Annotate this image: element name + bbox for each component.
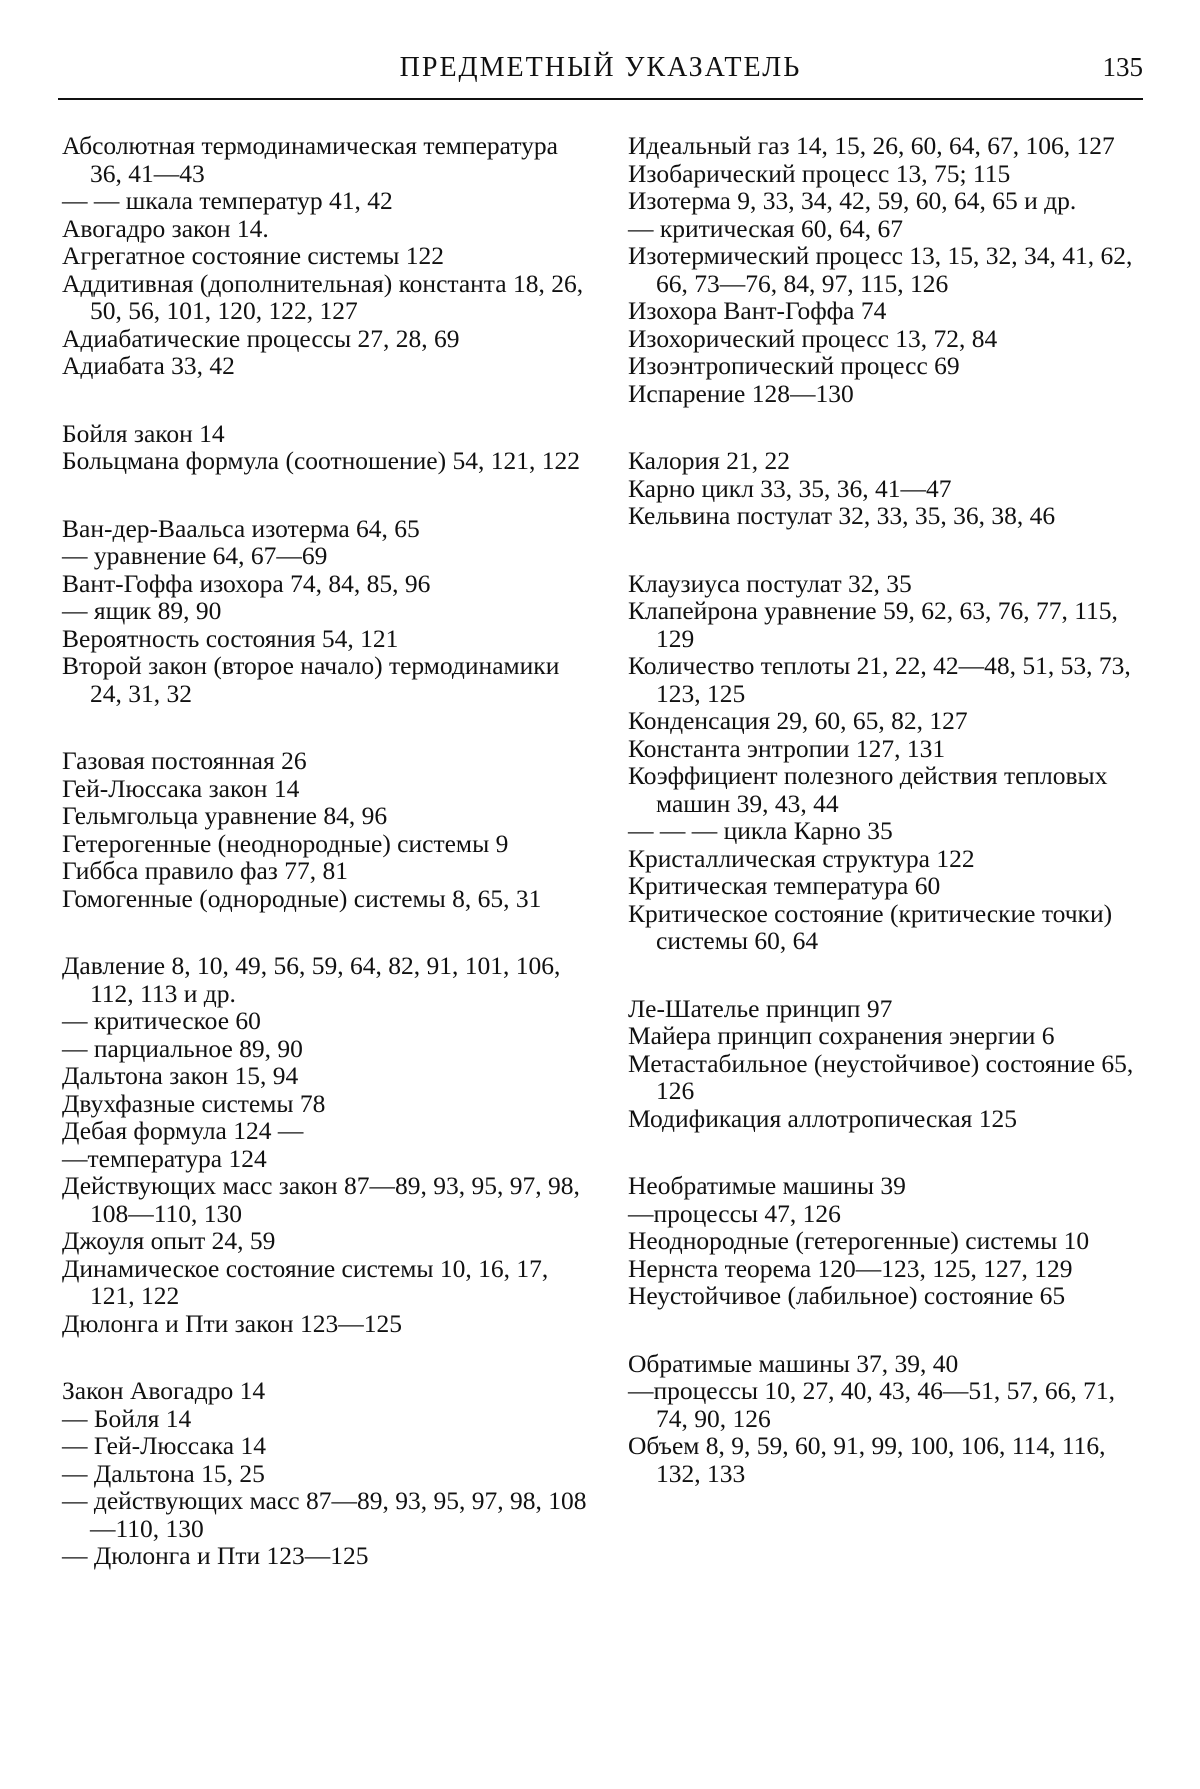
index-entry: Клаузиуса постулат 32, 35 (628, 568, 912, 598)
index-entry: Идеальный газ 14, 15, 26, 60, 64, 67, 106, 127 (628, 131, 1115, 160)
header-rule (58, 98, 1143, 100)
index-group (62, 420, 590, 475)
index-entry: Неустойчивое (лабильное) состояние 65 (628, 1281, 1066, 1310)
index-entry: — ящик 89, 90 (62, 596, 222, 625)
index-entry: Клапейрона уравнение 59, 62, 63, 76, 77, 115, 129 (628, 596, 1118, 653)
index-entry: Гей-Люссака закон 14 (62, 773, 300, 803)
index-entry: —процессы 10, 27, 40, 43, 46—51, 57, 66, 71, 74, 90, 126 (628, 1376, 1116, 1433)
index-group (62, 132, 590, 380)
index-entry: Коэффициент полезного действия тепловых машин 39, 43, 44 (628, 761, 1108, 818)
index-entry: Изотермический процесс 13, 15, 32, 34, 41, 62, 66, 73—76, 84, 97, 115, 126 (628, 241, 1133, 298)
index-entry: — критическое 60 (62, 1006, 261, 1035)
index-entry: Константа энтропии 127, 131 (628, 733, 946, 763)
index-entry: —процессы 47, 126 (628, 1198, 841, 1228)
index-entry: Действующих масс закон 87—89, 93, 95, 97, 98, 108—110, 130 (62, 1171, 580, 1228)
index-entry: Вероятность состояния 54, 121 (62, 623, 399, 653)
index-entry: Неоднородные (гетерогенные) системы 10 (628, 1226, 1090, 1255)
index-entry: Второй закон (второе начало) термодинамики 24, 31, 32 (62, 651, 560, 708)
index-entry: — действующих масс 87—89, 93, 95, 97, 98, 108—110, 130 (62, 1486, 587, 1543)
index-group (62, 1377, 590, 1570)
index-entry: Двухфазные системы 78 (62, 1088, 326, 1118)
left-index-column (62, 132, 590, 1610)
page-title: ПРЕДМЕТНЫЙ УКАЗАТЕЛЬ (399, 52, 802, 83)
index-entry: Гиббса правило фаз 77, 81 (62, 856, 348, 885)
index-entry: Агрегатное состояние системы 122 (62, 241, 445, 270)
index-entry: Кельвина постулат 32, 33, 35, 36, 38, 46 (628, 501, 1056, 530)
index-entry: Объем 8, 9, 59, 60, 91, 99, 100, 106, 114, 116, 132, 133 (628, 1431, 1106, 1488)
index-entry: —температура 124 (62, 1143, 267, 1173)
index-entry: Дюлонга и Пти закон 123—125 (62, 1308, 402, 1338)
index-entry: Кристаллическая структура 122 (628, 843, 975, 873)
index-entry: Обратимые машины 37, 39, 40 (628, 1348, 959, 1378)
index-entry: Критическая температура 60 (628, 871, 941, 900)
index-entry: Изоэнтропический процесс 69 (628, 351, 960, 380)
index-entry: Давление 8, 10, 49, 56, 59, 64, 82, 91, 101, 106, 112, 113 и др. (62, 951, 561, 1008)
index-entry: Критическое состояние (критические точки) системы 60, 64 (628, 898, 1113, 955)
page-number: 135 (1102, 52, 1143, 82)
index-entry: Метастабильное (неустойчивое) состояние 65, 126 (628, 1048, 1134, 1105)
index-entry: Адиабата 33, 42 (62, 351, 235, 380)
index-entry: — — шкала температур 41, 42 (62, 186, 393, 215)
index-group (628, 995, 1144, 1133)
index-entry: — Дальтона 15, 25 (62, 1458, 265, 1488)
index-entry: Изотерма 9, 33, 34, 42, 59, 60, 64, 65 и др. (628, 186, 1077, 215)
index-group (628, 570, 1144, 955)
index-entry: Гетерогенные (неоднородные) системы 9 (62, 828, 509, 858)
index-entry: Конденсация 29, 60, 65, 82, 127 (628, 706, 968, 735)
index-entry: Гомогенные (однородные) системы 8, 65, 31 (62, 883, 542, 913)
index-group (62, 952, 590, 1337)
page-header (58, 52, 1143, 102)
index-entry: — Дюлонга и Пти 123—125 (62, 1541, 369, 1570)
index-entry: Количество теплоты 21, 22, 42—48, 51, 53, 73, 123, 125 (628, 651, 1131, 708)
index-entry: Изохорический процесс 13, 72, 84 (628, 323, 998, 353)
index-entry: Ван-дер-Ваальса изотерма 64, 65 (62, 513, 420, 543)
index-group (62, 747, 590, 912)
index-entry: Ле-Шателье принцип 97 (628, 993, 893, 1023)
index-entry: Больцмана формула (соотношение) 54, 121, 122 (62, 446, 580, 475)
index-entry: Вант-Гоффа изохора 74, 84, 85, 96 (62, 568, 431, 598)
index-entry: — критическая 60, 64, 67 (628, 213, 903, 243)
index-entry: Дальтона закон 15, 94 (62, 1061, 299, 1090)
index-entry: Модификация аллотропическая 125 (628, 1103, 1017, 1133)
index-entry: Дебая формула 124 — (62, 1116, 304, 1145)
index-entry: Адиабатические процессы 27, 28, 69 (62, 323, 460, 353)
index-entry: Джоуля опыт 24, 59 (62, 1226, 276, 1255)
index-entry: Гельмгольца уравнение 84, 96 (62, 801, 388, 830)
index-group (628, 1172, 1144, 1310)
index-entry: Испарение 128—130 (628, 378, 854, 408)
index-entry: — — — цикла Карно 35 (628, 816, 893, 845)
index-entry: — парциальное 89, 90 (62, 1033, 303, 1063)
index-group (628, 132, 1144, 407)
index-group (62, 515, 590, 708)
index-entry: — уравнение 64, 67—69 (62, 541, 328, 570)
index-entry: Авогадро закон 14. (62, 213, 269, 243)
index-entry: Необратимые машины 39 (628, 1171, 906, 1200)
index-entry: Закон Авогадро 14 (62, 1376, 266, 1405)
index-entry: Бойля закон 14 (62, 418, 225, 448)
index-entry: Динамическое состояние системы 10, 16, 17, 121, 122 (62, 1253, 549, 1310)
index-entry: Изохора Вант-Гоффа 74 (628, 296, 887, 325)
right-index-column (628, 132, 1144, 1527)
index-group (628, 447, 1144, 530)
index-entry: Нернста теорема 120—123, 125, 127, 129 (628, 1253, 1073, 1283)
index-entry: Калория 21, 22 (628, 446, 790, 475)
index-entry: Аддитивная (дополнительная) константа 18, 26, 50, 56, 101, 120, 122, 127 (62, 268, 584, 325)
index-group (628, 1350, 1144, 1488)
index-entry: Абсолютная термодинамическая температура 36, 41—43 (62, 131, 558, 188)
index-entry: Карно цикл 33, 35, 36, 41—47 (628, 473, 952, 503)
index-entry: Майера принцип сохранения энергии 6 (628, 1021, 1055, 1050)
index-entry: Газовая постоянная 26 (62, 746, 307, 775)
index-entry: — Гей-Люссака 14 (62, 1431, 266, 1460)
index-entry: Изобарический процесс 13, 75; 115 (628, 158, 1011, 188)
index-entry: — Бойля 14 (62, 1403, 192, 1433)
